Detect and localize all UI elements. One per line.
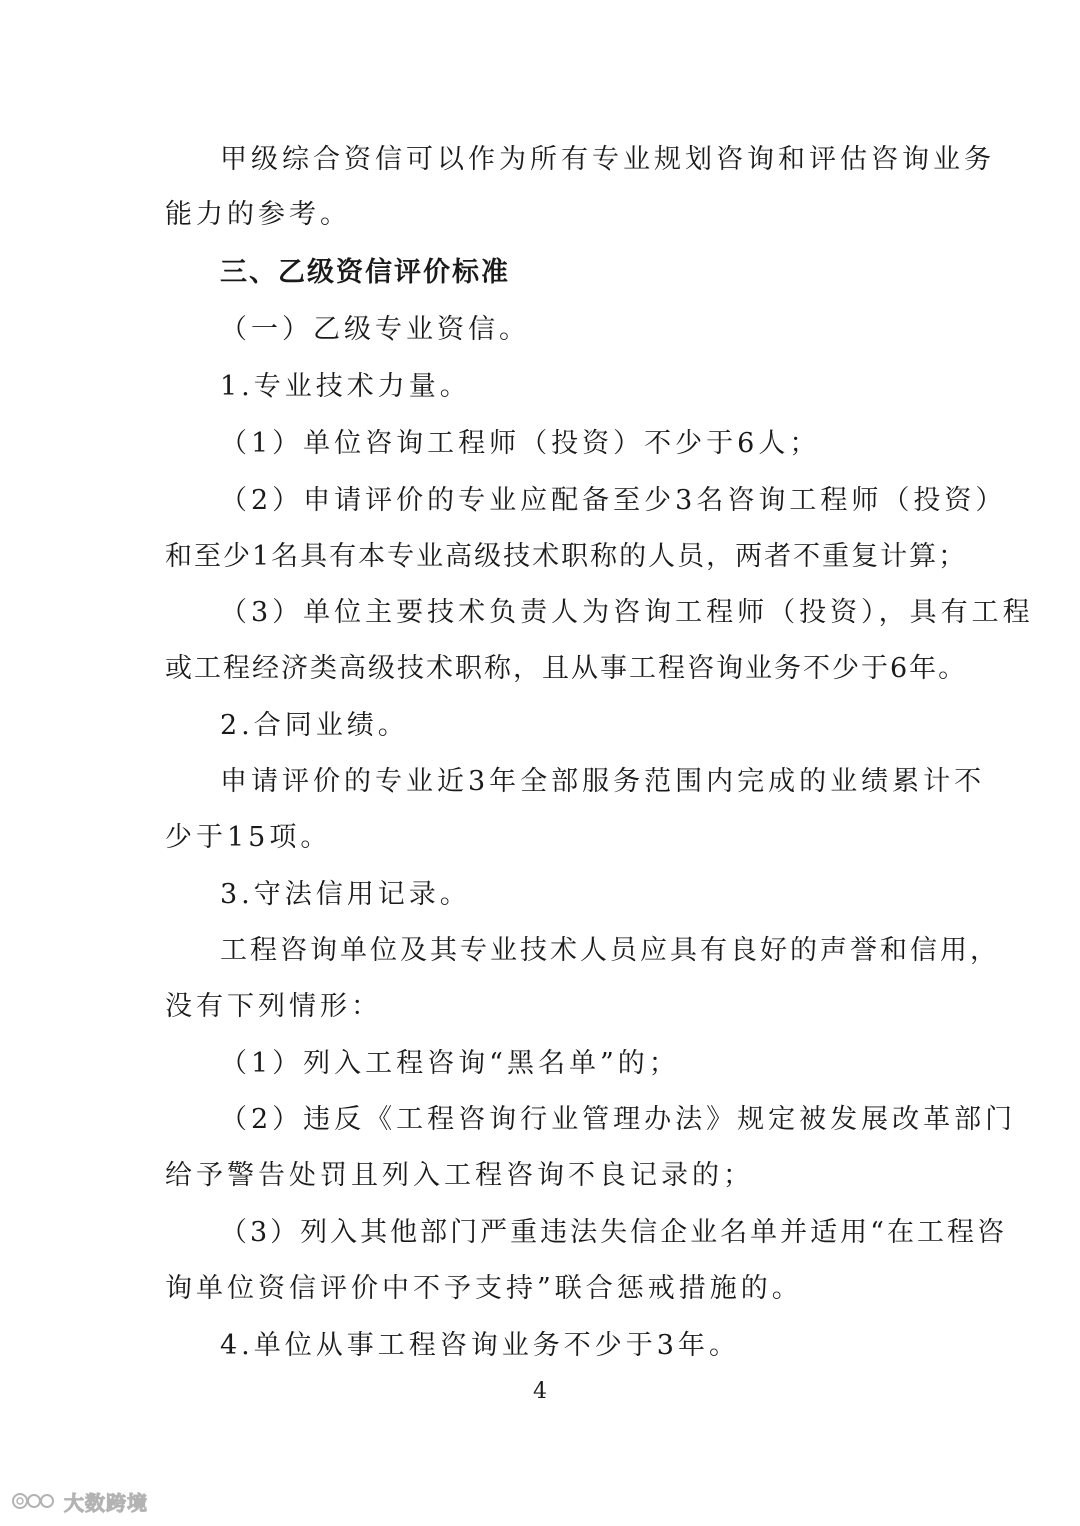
paragraph-line: （1）列入工程咨询“黑名单”的； xyxy=(220,1048,680,1079)
paragraph-line: 和至少1名具有本专业高级技术职称的人员，两者不重复计算； xyxy=(165,541,968,572)
paragraph-line: 申请评价的专业近3年全部服务范围内完成的业绩累计不 xyxy=(220,766,986,797)
paragraph-line: （3）列入其他部门严重违法失信企业名单并适用“在工程咨 xyxy=(220,1217,1007,1248)
paragraph-line: 给予警告处罚且列入工程咨询不良记录的； xyxy=(165,1160,754,1191)
paragraph-line: 能力的参考。 xyxy=(165,199,351,230)
paragraph-line: （2）申请评价的专业应配备至少3名咨询工程师（投资） xyxy=(220,485,1007,516)
paragraph-line: 甲级综合资信可以作为所有专业规划咨询和评估咨询业务 xyxy=(220,144,995,175)
paragraph-line: 没有下列情形： xyxy=(165,991,382,1022)
item-heading: 4.单位从事工程咨询业务不少于3年。 xyxy=(220,1330,740,1361)
paragraph-line: （3）单位主要技术负责人为咨询工程师（投资），具有工程 xyxy=(220,597,1034,628)
watermark xyxy=(12,1488,148,1514)
subsection-heading: （一）乙级专业资信。 xyxy=(220,314,530,345)
section-heading: 三、乙级资信评价标准 xyxy=(220,257,510,288)
logo-icon xyxy=(12,1490,58,1512)
paragraph-line: 询单位资信评价中不予支持”联合惩戒措施的。 xyxy=(165,1273,803,1304)
paragraph-line: 工程咨询单位及其专业技术人员应具有良好的声誉和信用， xyxy=(220,935,1000,966)
page-number: 4 xyxy=(533,1379,547,1404)
paragraph-line: 少于15项。 xyxy=(165,822,332,853)
item-heading: 3.守法信用记录。 xyxy=(220,879,471,910)
paragraph-line: （1）单位咨询工程师（投资）不少于6人； xyxy=(220,428,821,459)
paragraph-line: 或工程经济类高级技术职称，且从事工程咨询业务不少于6年。 xyxy=(165,653,968,684)
item-heading: 2.合同业绩。 xyxy=(220,710,409,741)
item-heading: 1.专业技术力量。 xyxy=(220,371,471,402)
watermark-text: 大数跨境 xyxy=(64,1490,148,1515)
paragraph-line: （2）违反《工程咨询行业管理办法》规定被发展改革部门 xyxy=(220,1104,1017,1135)
